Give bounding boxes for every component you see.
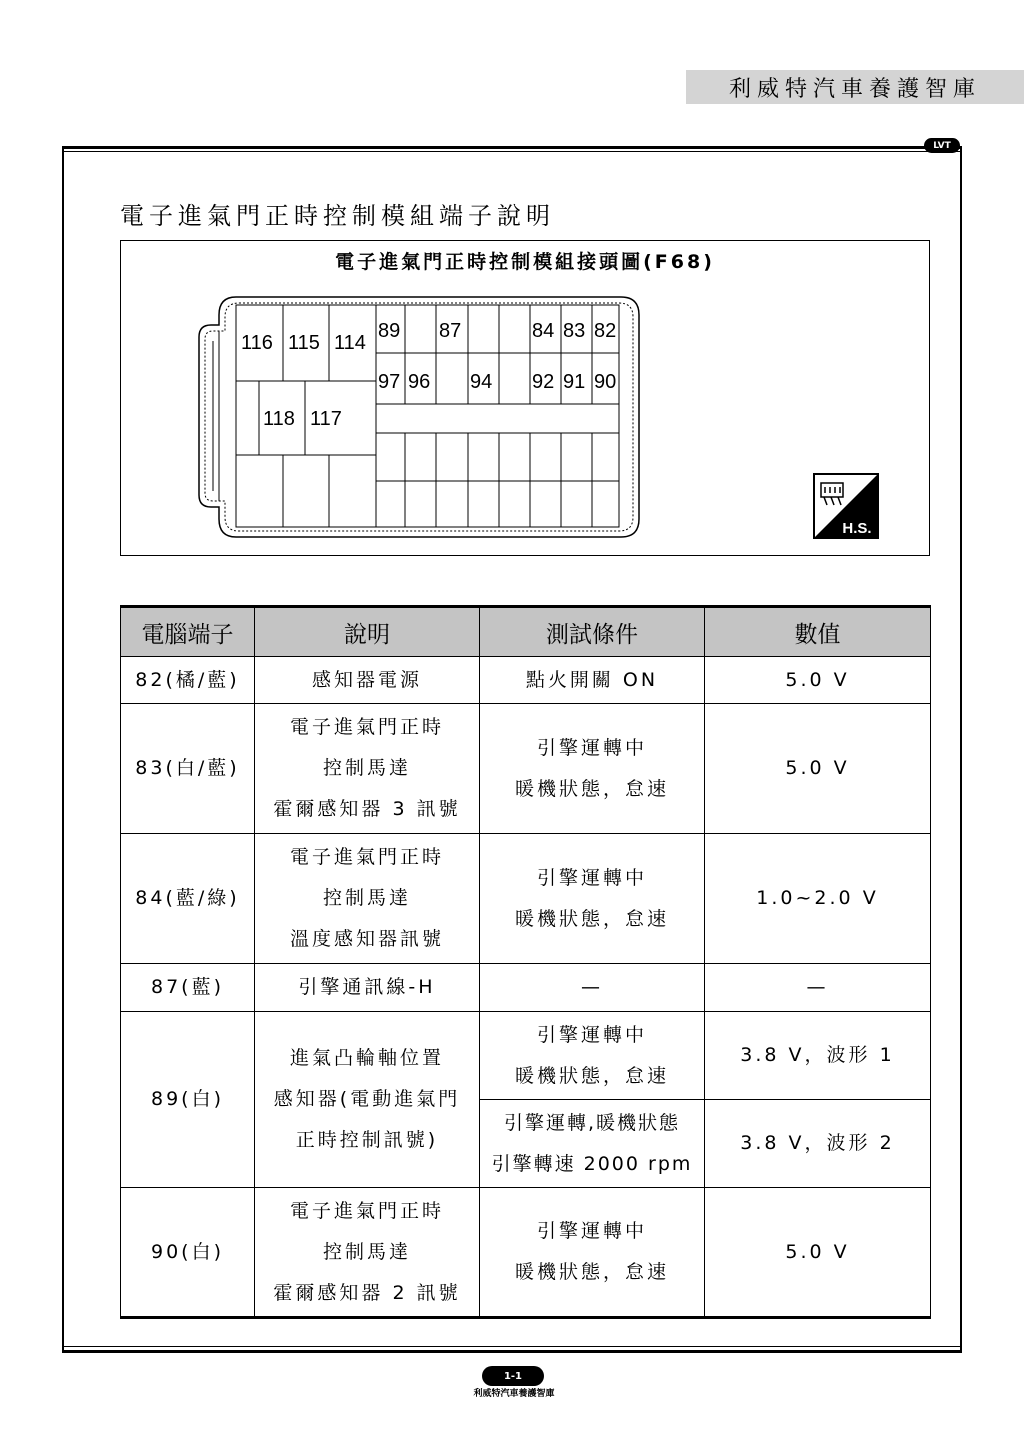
table-row	[121, 1188, 931, 1318]
pin-label: 90	[594, 371, 617, 393]
bottom-rule-thin	[62, 1346, 962, 1347]
top-rule-thin	[62, 151, 962, 152]
pin-label: 83	[563, 320, 586, 342]
section-title: 電子進氣門正時控制模組端子說明	[120, 202, 555, 230]
description-cell: 感知器電源	[255, 657, 480, 704]
value-cell: 5.0 V	[705, 704, 931, 834]
condition-cell: 引擎運轉,暖機狀態 引擎轉速 2000 rpm	[480, 1100, 705, 1188]
brand-banner: 利威特汽車養護智庫	[686, 70, 1024, 104]
pin-label: 89	[378, 320, 401, 342]
table-row	[121, 657, 931, 704]
table-row	[121, 1012, 931, 1100]
pin-label: 117	[310, 408, 342, 430]
pin-label: 97	[378, 371, 401, 393]
page-number: 1-1	[482, 1366, 544, 1386]
value-cell: 5.0 V	[705, 657, 931, 704]
pin-label: 94	[470, 371, 493, 393]
value-cell: 3.8 V，波形 2	[705, 1100, 931, 1188]
value-cell: 5.0 V	[705, 1188, 931, 1318]
pin-label: 118	[263, 408, 295, 430]
pin-label: 115	[288, 332, 320, 354]
col-header-terminal: 電腦端子	[121, 607, 255, 657]
condition-cell: 引擎運轉中 暖機狀態，怠速	[480, 1012, 705, 1100]
top-rule	[62, 146, 962, 149]
condition-cell: —	[480, 964, 705, 1012]
pin-label: 92	[532, 371, 555, 393]
condition-cell: 引擎運轉中 暖機狀態，怠速	[480, 1188, 705, 1318]
value-cell: 3.8 V，波形 1	[705, 1012, 931, 1100]
col-header-value: 數值	[705, 607, 931, 657]
description-cell: 電子進氣門正時 控制馬達 霍爾感知器 3 訊號	[255, 704, 480, 834]
pin-label: 82	[594, 320, 617, 342]
pin-label: 84	[532, 320, 555, 342]
pin-label: 114	[334, 332, 366, 354]
connector-diagram	[120, 240, 930, 556]
description-cell: 進氣凸輪軸位置 感知器(電動進氣門 正時控制訊號)	[255, 1012, 480, 1188]
pin-label: 96	[408, 371, 431, 393]
table-row	[121, 834, 931, 964]
table-row	[121, 704, 931, 834]
terminal-cell: 87(藍)	[121, 964, 255, 1012]
terminal-cell: 83(白/藍)	[121, 704, 255, 834]
value-cell: 1.0~2.0 V	[705, 834, 931, 964]
lvt-logo: LVT	[924, 138, 960, 153]
condition-cell: 引擎運轉中 暖機狀態，怠速	[480, 834, 705, 964]
diagram-title: 電子進氣門正時控制模組接頭圖(F68)	[335, 251, 715, 273]
terminal-cell: 90(白)	[121, 1188, 255, 1318]
bottom-rule	[62, 1350, 962, 1353]
description-cell: 電子進氣門正時 控制馬達 霍爾感知器 2 訊號	[255, 1188, 480, 1318]
description-cell: 電子進氣門正時 控制馬達 溫度感知器訊號	[255, 834, 480, 964]
col-header-condition: 測試條件	[480, 607, 705, 657]
terminal-cell: 84(藍/綠)	[121, 834, 255, 964]
terminal-cell: 89(白)	[121, 1012, 255, 1188]
condition-cell: 點火開關 ON	[480, 657, 705, 704]
condition-cell: 引擎運轉中 暖機狀態，怠速	[480, 704, 705, 834]
terminal-cell: 82(橘/藍)	[121, 657, 255, 704]
description-cell: 引擎通訊線-H	[255, 964, 480, 1012]
footer-brand: 利威特汽車養護智庫	[473, 1389, 555, 1399]
terminal-table	[120, 605, 931, 1319]
table-row	[121, 964, 931, 1012]
hs-connector-icon	[813, 473, 879, 539]
pin-label: 91	[563, 371, 586, 393]
hs-label: H.S.	[842, 520, 872, 537]
connector-drawing	[121, 241, 931, 557]
pin-label: 116	[241, 332, 273, 354]
value-cell: —	[705, 964, 931, 1012]
pin-label: 87	[439, 320, 462, 342]
col-header-description: 說明	[255, 607, 480, 657]
